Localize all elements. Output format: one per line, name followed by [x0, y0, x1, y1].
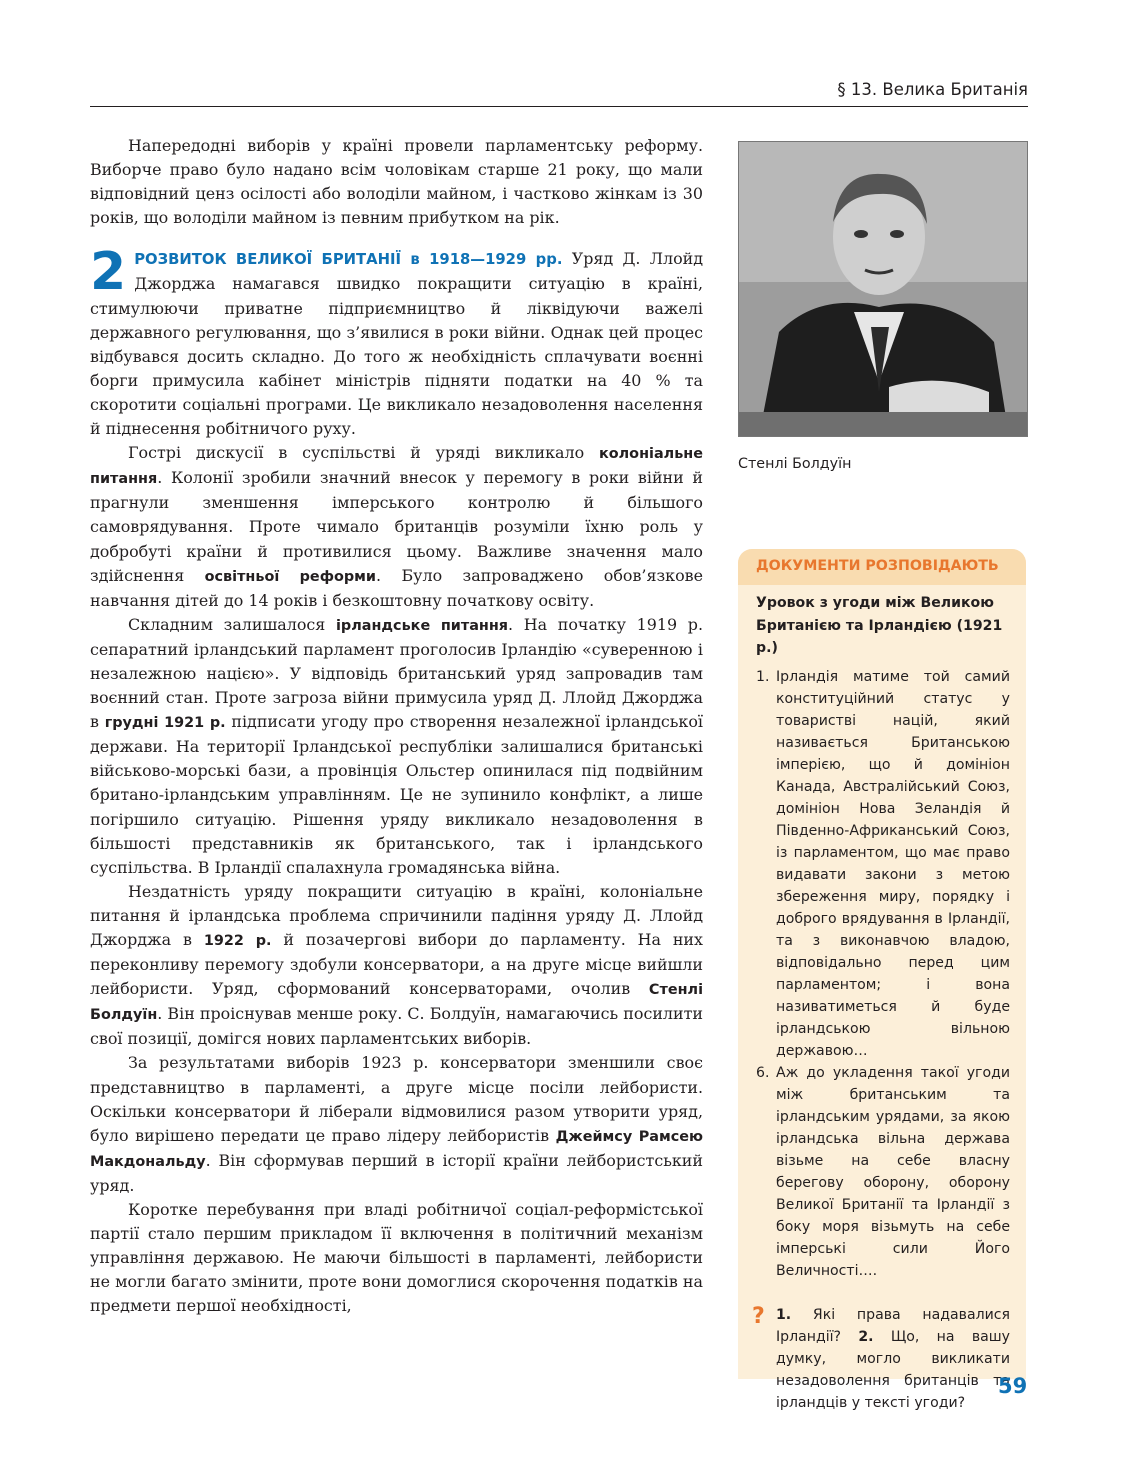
paragraph: Коротке перебування при владі робітничої соціал-реформістської партії стало першим прикладом її включення в політичний механізм управління державою. Не маючи більшості в парламенті, лейбористи не могли багато змінити, проте вони домоглися скорочення податків на предмети першої необхідності,	[90, 1200, 703, 1316]
questions-block	[738, 1304, 1026, 1414]
text-run: . Було запроваджено обов’язкове навчання дітей до 14 років і безкоштовну початкову освіту.	[90, 565, 704, 610]
list-item	[738, 666, 1026, 1062]
paragraph	[90, 1051, 703, 1198]
item-text: Аж до укладення такої угоди між британським та ірландським урядами, за якою ірландська вільна держава візьме на себе власну берегову оборону, оборону Великої Британії та Ірландії з боку моря візьмуть на себе імперські сили Його Величності….	[776, 1064, 1010, 1279]
text-run: підписати угоду про створення незалежної ірландської держави. На території Ірландської республіки залишалися британські військово-морські бази, а провінція Ольстер опинилася під подвійним британо-ірландським управлінням. Це не зупинило конфлікт, а лише погіршило ситуацію. Рішення уряду викликало незадоволення в більшості представників як британського, так і ірландського суспільства. В Ірландії спалахнула громадянська війна.	[90, 712, 703, 877]
question-mark-icon: ?	[752, 1303, 765, 1329]
section-number: 2	[90, 242, 127, 303]
main-text-column	[90, 134, 703, 1319]
documents-subtitle: Уровок з угоди між Великою Британією та Ірландією (1921 р.)	[756, 595, 1003, 656]
running-header	[90, 74, 1028, 107]
list-item	[738, 1062, 1026, 1282]
paragraph: Напередодні виборів у країні провели парламентську реформу. Виборче право було надано всім чоловікам старше 21 року, що мали відповідний ценз осілості або володіли майном, і частково жінкам із 30 років, що володіли майном із певним прибутком на рік.	[90, 136, 703, 228]
paragraph	[90, 441, 703, 613]
key-term: ірландське питання	[336, 617, 509, 634]
key-term: Джеймсу Рамсею Макдональду	[90, 1128, 704, 1170]
text-run: . Колонії зробили значний внесок у перемогу в роки війни й прагнули зменшення імперського контролю й більшого самоврядування. Проте чимало британців розуміли їхню роль у добробуті країни й противилися цьому. Важливе значення мало здійснення	[90, 468, 703, 585]
item-number: 6.	[756, 1064, 770, 1081]
text-run: . Він проіснував менше року. С. Болдуїн, намагаючись посилити свої позиції, домігся нових парламентських виборів.	[90, 1004, 703, 1049]
portrait-photo	[738, 141, 1028, 437]
question-number: 1.	[776, 1306, 792, 1323]
portrait-illustration	[739, 142, 1027, 436]
section-paragraph	[90, 242, 704, 441]
documents-heading: ДОКУМЕНТИ РОЗПОВІДАЮТЬ	[738, 549, 1026, 585]
paragraph	[90, 880, 703, 1052]
text-run: Нездатність уряду покращити ситуацію в країні, колоніальне питання й ірландська проблема спричинили падіння уряду Д. Ллойд Джорджа в	[90, 881, 703, 949]
text-run: . Він сформував перший в історії країни лейбористський уряд.	[90, 1150, 703, 1195]
key-term: Стенлі Болдуїн	[90, 982, 703, 1024]
key-term: 1922 р.	[203, 933, 272, 949]
section-text: Уряд Д. Ллойд Джорджа намагався швидко покращити ситуацію в країні, стимулюючи приватне підприємництво й ліквідуючи важелі державного регулювання, що з’явилися в роки війни. Однак цей процес відбувався досить складно. До того ж необхідність сплачувати воєнні борги примусила кабінет міністрів підняти податки на 40 % та скоротити соціальні програми. Це викликало незадоволення населення й піднесення робітничого руху.	[90, 249, 704, 439]
text-run: Гострі дискусії в суспільстві й уряді викликало	[128, 443, 599, 463]
photo-caption: Стенлі Болдуїн	[738, 456, 852, 472]
text-run: За результатами виборів 1923 р. консерватори зменшили своє представництво в парламенті, а друге місце посіли лейбористи. Оскільки консерватори й ліберали відмовилися разом утворити уряд, було вирішено передати це право лідеру лейбористів	[90, 1053, 703, 1145]
key-term: грудні 1921 р.	[104, 715, 226, 732]
question-text: Які права надавалися Ірландії?	[776, 1306, 1010, 1345]
header-title: § 13. Велика Британія	[837, 80, 1028, 99]
question-text: Що, на вашу думку, могло викликати незадоволення британців та ірландців у тексті угоди?	[776, 1328, 1011, 1411]
text-run: Складним залишалося	[128, 614, 336, 634]
key-term: освітньої реформи	[204, 568, 377, 585]
text-run: й позачергові вибори до парламенту. На них переконливу перемогу здобули консерватори, а на друге місце вийшли лейбористи. Уряд, сформований консерваторами, очолив	[90, 930, 703, 999]
paragraph	[90, 613, 703, 880]
item-text: Ірландія матиме той самий конституційний статус у товаристві націй, який називається Британською імперією, що й домініон Канада, Австралійський Союз, домініон Нова Зеландія й Південно-Африканський Союз, із парламентом, що має право видавати закони з метою збереження миру, порядку і доброго врядування в Ірландії, та з виконавчою владою, відповідально перед цим парламентом; і вона називатиметься й буде ірландською вільною державою…	[776, 668, 1010, 1059]
page-number: 59	[998, 1374, 1028, 1398]
text-run: . На початку 1919 р. сепаратний ірландський парламент проголосив Ірландію «суверенною і незалежною нацією». У відповідь британський уряд запровадив там воєнний стан. Проте загроза війни примусила уряд Д. Ллойд Джорджа в	[90, 614, 703, 732]
section-title: РОЗВИТОК ВЕЛИКОЇ БРИТАНІЇ в 1918—1929 рр.	[134, 251, 563, 269]
document-excerpt-list	[738, 666, 1026, 1282]
key-term: колоніальне питання	[90, 446, 703, 488]
question-number: 2.	[858, 1328, 874, 1345]
item-number: 1.	[756, 668, 770, 685]
